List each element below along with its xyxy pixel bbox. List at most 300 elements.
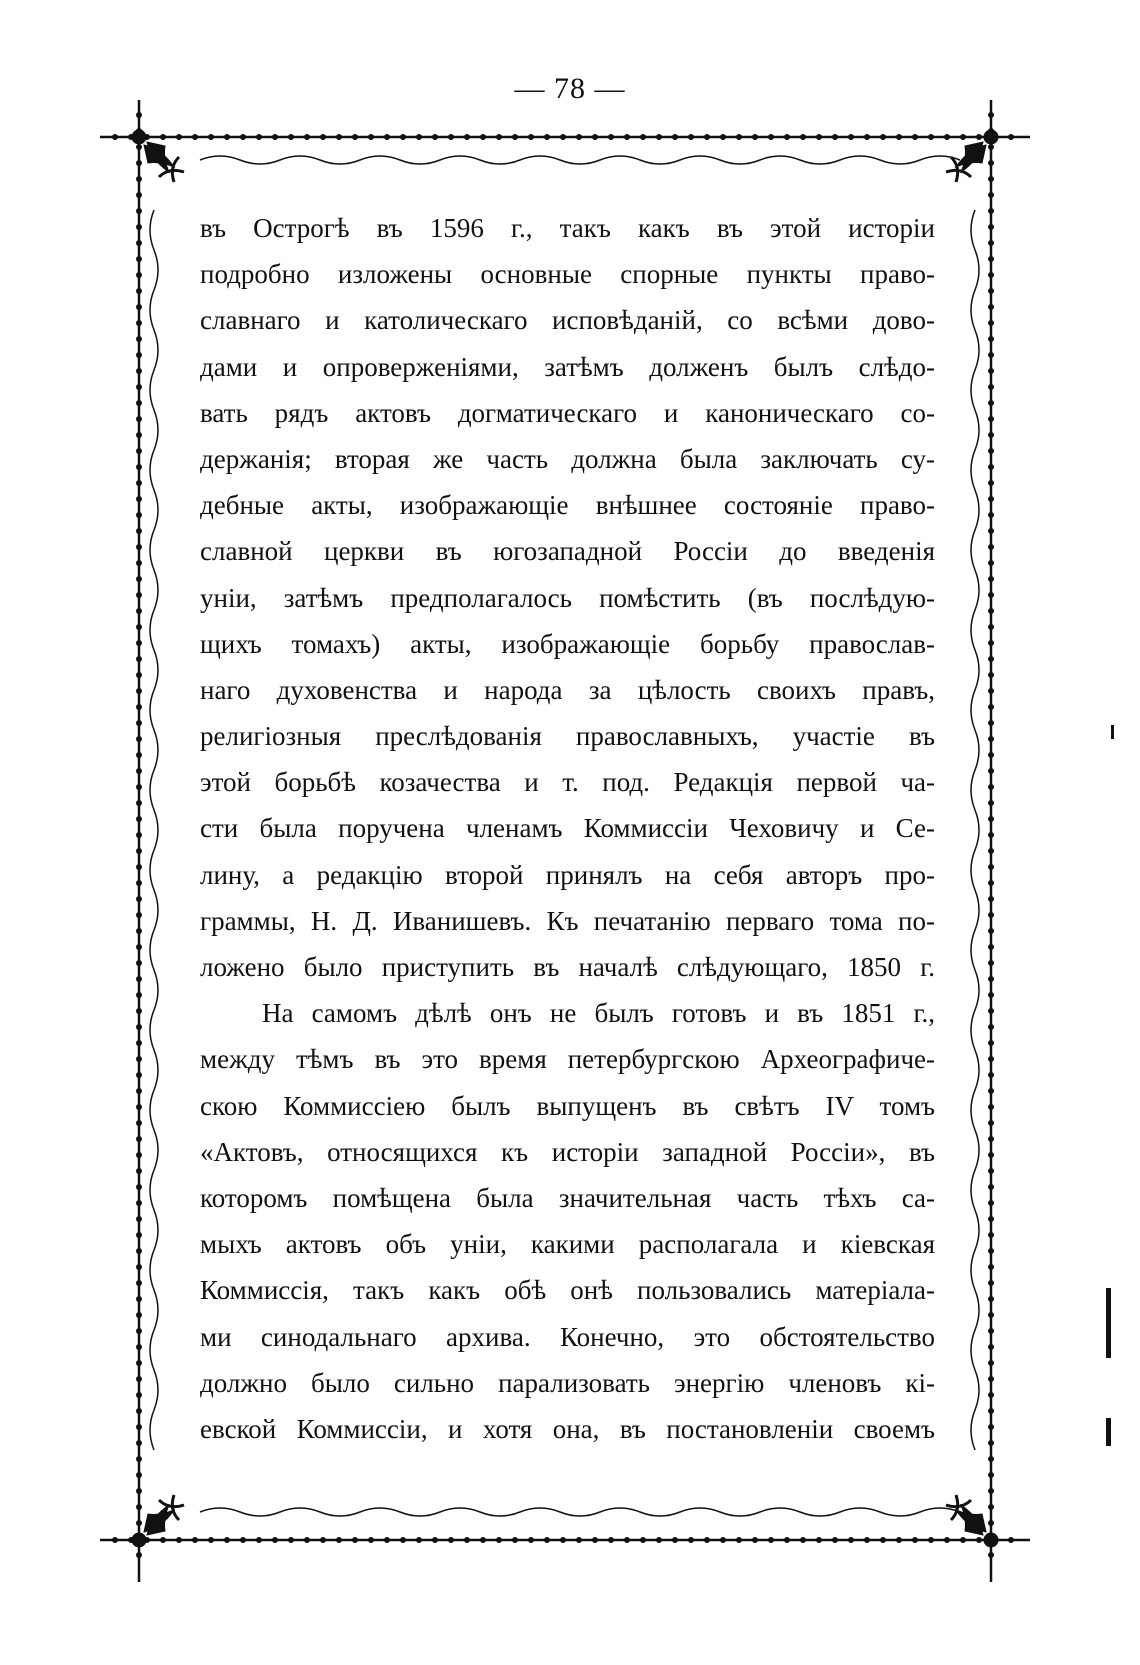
text-line: евской Коммиссіи, и хотя она, въ постановленіи своемъ [200, 1413, 935, 1444]
frame-dot [988, 912, 994, 918]
frame-dot [136, 256, 142, 262]
frame-dot [464, 1537, 470, 1543]
frame-dot [304, 134, 310, 140]
frame-dot [988, 544, 994, 550]
frame-dot [988, 704, 994, 710]
frame-dot [136, 880, 142, 886]
frame-dot [136, 1040, 142, 1046]
frame-dot [136, 1200, 142, 1206]
frame-dot [988, 240, 994, 246]
frame-dot [368, 1537, 374, 1543]
frame-dot [988, 928, 994, 934]
frame-dot [1008, 134, 1014, 140]
frame-dot [136, 944, 142, 950]
frame-dot [136, 1408, 142, 1414]
frame-dot [864, 134, 870, 140]
text-line: уніи, затѣмъ предполагалось помѣстить (въ послѣдую- [200, 582, 935, 613]
frame-dot [224, 134, 230, 140]
frame-dot [136, 688, 142, 694]
frame-dot [136, 752, 142, 758]
frame-dot [848, 134, 854, 140]
frame-dot [160, 134, 166, 140]
frame-dot [988, 1456, 994, 1462]
frame-dot [136, 1168, 142, 1174]
frame-dot [208, 134, 214, 140]
frame-dot [240, 1537, 246, 1543]
frame-dot [988, 1200, 994, 1206]
frame-dot [896, 1537, 902, 1543]
frame-dot [768, 134, 774, 140]
frame-dot [988, 320, 994, 326]
text-line: славнаго и католическаго исповѣданій, со всѣми дово- [200, 305, 935, 336]
frame-dot [988, 784, 994, 790]
frame-dot [136, 576, 142, 582]
frame-dot [136, 1216, 142, 1222]
frame-dot [136, 1328, 142, 1334]
frame-dot [136, 464, 142, 470]
frame-dot [544, 134, 550, 140]
frame-dot [496, 134, 502, 140]
frame-dot [988, 832, 994, 838]
frame-dot [576, 1537, 582, 1543]
frame-dot [528, 134, 534, 140]
text-line: дебные акты, изображающіе внѣшнее состояніе право- [200, 490, 935, 521]
frame-dot [988, 464, 994, 470]
frame-dot [136, 208, 142, 214]
frame-dot [988, 272, 994, 278]
frame-dot [136, 800, 142, 806]
frame-dot [136, 224, 142, 230]
frame-dot [816, 1537, 822, 1543]
frame-dot [136, 784, 142, 790]
frame-dot [640, 134, 646, 140]
text-line: На самомъ дѣлѣ онъ не былъ готовъ и въ 1851 г., [262, 998, 935, 1029]
frame-dot [988, 304, 994, 310]
frame-dot [1008, 1537, 1014, 1543]
frame-dot [988, 1344, 994, 1350]
frame-dot [528, 1537, 534, 1543]
frame-dot [672, 134, 678, 140]
frame-dot [176, 1537, 182, 1543]
frame-dot [988, 640, 994, 646]
frame-dot [624, 1537, 630, 1543]
frame-dot [736, 1537, 742, 1543]
text-line: ложено было приступить въ началѣ слѣдующаго, 1850 г. [200, 952, 935, 982]
frame-dot [988, 160, 994, 166]
text-line: граммы, Н. Д. Иванишевъ. Къ печатанію перваго тома по- [200, 905, 935, 936]
frame-dot [928, 134, 934, 140]
frame-dot [988, 512, 994, 518]
frame-dot [988, 1104, 994, 1110]
frame-dot [160, 1537, 166, 1543]
frame-dot [136, 1520, 142, 1526]
frame-dot [136, 1136, 142, 1142]
frame-dot [136, 736, 142, 742]
frame-dot [136, 176, 142, 182]
frame-dot [960, 134, 966, 140]
frame-dot [988, 480, 994, 486]
frame-dot [720, 134, 726, 140]
frame-dot [988, 224, 994, 230]
frame-dot [136, 1264, 142, 1270]
frame-dot [608, 1537, 614, 1543]
frame-dot [752, 1537, 758, 1543]
frame-dot [136, 416, 142, 422]
frame-dot [136, 1280, 142, 1286]
frame-dot [136, 656, 142, 662]
frame-dot [136, 1440, 142, 1446]
frame-dot [136, 1360, 142, 1366]
frame-dot [112, 134, 118, 140]
frame-dot [880, 1537, 886, 1543]
frame-dot [136, 496, 142, 502]
frame-dot [480, 134, 486, 140]
frame-dot [988, 1184, 994, 1190]
text-line: щихъ томахъ) акты, изображающіе борьбу православ- [200, 628, 935, 659]
frame-dot [352, 134, 358, 140]
text-line: этой борьбѣ козачества и т. под. Редакція первой ча- [200, 767, 935, 798]
text-line: вать рядъ актовъ догматическаго и каноническаго со- [200, 397, 935, 428]
frame-dot [988, 1376, 994, 1382]
frame-dot [136, 624, 142, 630]
frame-dot [688, 1537, 694, 1543]
text-line: дами и опроверженіями, затѣмъ долженъ былъ слѣдо- [200, 351, 935, 382]
frame-dot [988, 864, 994, 870]
frame-dot [136, 768, 142, 774]
frame-dot [988, 800, 994, 806]
frame-dot [496, 1537, 502, 1543]
frame-dot [288, 134, 294, 140]
frame-dot [136, 1184, 142, 1190]
text-line: мыхъ актовъ объ уніи, какими располагала и кіевская [200, 1229, 935, 1260]
frame-dot [988, 1088, 994, 1094]
text-line: скою Коммиссіею былъ выпущенъ въ свѣтъ IV томъ [200, 1090, 935, 1121]
frame-dot [988, 976, 994, 982]
frame-dot [988, 1120, 994, 1126]
frame-dot [988, 256, 994, 262]
frame-dot [136, 512, 142, 518]
frame-dot [988, 368, 994, 374]
frame-dot [988, 112, 994, 118]
frame-dot [704, 1537, 710, 1543]
frame-dot [988, 1232, 994, 1238]
frame-dot [988, 1504, 994, 1510]
frame-dot [136, 272, 142, 278]
frame-dot [988, 576, 994, 582]
frame-dot [944, 134, 950, 140]
frame-dot [784, 1537, 790, 1543]
frame-dot [988, 288, 994, 294]
frame-dot [592, 1537, 598, 1543]
frame-dot [136, 1344, 142, 1350]
frame-dot [192, 1537, 198, 1543]
page-number: — 78 — [514, 72, 626, 105]
frame-dot [136, 1504, 142, 1510]
frame-dot [136, 1248, 142, 1254]
frame-dot [512, 1537, 518, 1543]
frame-dot [988, 1440, 994, 1446]
frame-dot [136, 832, 142, 838]
frame-dot [416, 134, 422, 140]
frame-dot [988, 1472, 994, 1478]
frame-dot [832, 1537, 838, 1543]
frame-dot [136, 864, 142, 870]
frame-dot [136, 1376, 142, 1382]
frame-dot [400, 134, 406, 140]
frame-dot [192, 134, 198, 140]
frame-dot [988, 688, 994, 694]
frame-dot [136, 1088, 142, 1094]
frame-dot [136, 704, 142, 710]
frame-dot [352, 1537, 358, 1543]
frame-dot [976, 134, 982, 140]
frame-dot [988, 144, 994, 150]
frame-dot [560, 1537, 566, 1543]
frame-dot [988, 896, 994, 902]
text-line: подробно изложены основные спорные пункты право- [200, 259, 935, 290]
frame-dot [988, 1408, 994, 1414]
frame-dot [656, 134, 662, 140]
text-line: между тѣмъ въ это время петербургскою Археографиче- [200, 1044, 935, 1075]
frame-dot [448, 134, 454, 140]
frame-dot [136, 400, 142, 406]
frame-dot [136, 112, 142, 118]
frame-dot [136, 1024, 142, 1030]
frame-dot [416, 1537, 422, 1543]
frame-dot [136, 1472, 142, 1478]
frame-dot [448, 1537, 454, 1543]
frame-dot [988, 1216, 994, 1222]
frame-dot [988, 192, 994, 198]
frame-dot [136, 144, 142, 150]
frame-dot [136, 928, 142, 934]
frame-dot [800, 1537, 806, 1543]
frame-dot [988, 1312, 994, 1318]
frame-dot [272, 134, 278, 140]
frame-dot [704, 134, 710, 140]
frame-dot [768, 1537, 774, 1543]
frame-dot [136, 592, 142, 598]
frame-dot [432, 1537, 438, 1543]
frame-dot [988, 1056, 994, 1062]
frame-dot [136, 1152, 142, 1158]
frame-dot [736, 134, 742, 140]
frame-dot [988, 176, 994, 182]
frame-dot [988, 1248, 994, 1254]
frame-dot [864, 1537, 870, 1543]
frame-dot [988, 416, 994, 422]
frame-dot [988, 1280, 994, 1286]
text-line: держанія; вторая же часть должна была заключать су- [200, 443, 935, 474]
text-line: которомъ помѣщена была значительная часть тѣхъ са- [200, 1182, 935, 1213]
frame-dot [136, 992, 142, 998]
frame-dot [136, 640, 142, 646]
frame-dot [320, 134, 326, 140]
frame-dot [988, 1328, 994, 1334]
frame-dot [988, 608, 994, 614]
frame-dot [136, 160, 142, 166]
frame-dot [136, 1392, 142, 1398]
frame-dot [136, 1456, 142, 1462]
text-line: славной церкви въ югозападной Россіи до введенія [200, 536, 935, 567]
frame-dot [136, 672, 142, 678]
frame-dot [988, 1024, 994, 1030]
frame-dot [208, 1537, 214, 1543]
frame-dot [304, 1537, 310, 1543]
frame-dot [988, 384, 994, 390]
frame-dot [988, 992, 994, 998]
frame-dot [464, 134, 470, 140]
frame-dot [592, 134, 598, 140]
frame-dot [988, 1520, 994, 1526]
frame-dot [136, 1552, 142, 1558]
frame-dot [136, 528, 142, 534]
frame-dot [136, 1296, 142, 1302]
frame-dot [624, 134, 630, 140]
frame-dot [136, 1424, 142, 1430]
frame-dot [896, 134, 902, 140]
frame-dot [136, 1488, 142, 1494]
text-line: «Актовъ, относящихся къ исторіи западной Россіи», въ [200, 1136, 935, 1167]
frame-dot [988, 960, 994, 966]
frame-dot [988, 672, 994, 678]
frame-dot [912, 134, 918, 140]
frame-dot [988, 496, 994, 502]
frame-dot [336, 134, 342, 140]
frame-dot [136, 288, 142, 294]
frame-dot [136, 720, 142, 726]
frame-dot [560, 134, 566, 140]
frame-dot [988, 1424, 994, 1430]
frame-dot [960, 1537, 966, 1543]
frame-dot [656, 1537, 662, 1543]
frame-dot [544, 1537, 550, 1543]
frame-dot [136, 1008, 142, 1014]
frame-dot [136, 352, 142, 358]
frame-dot [136, 560, 142, 566]
frame-dot [988, 1168, 994, 1174]
frame-dot [988, 1392, 994, 1398]
frame-dot [832, 134, 838, 140]
frame-dot [136, 1120, 142, 1126]
text-line: лину, а редакцію второй принялъ на себя авторъ про- [200, 859, 935, 890]
frame-dot [988, 1264, 994, 1270]
text-line: въ Острогѣ въ 1596 г., такъ какъ въ этой исторіи [200, 213, 935, 243]
frame-dot [384, 134, 390, 140]
margin-mark [1111, 725, 1114, 739]
frame-dot [988, 208, 994, 214]
frame-dot [640, 1537, 646, 1543]
margin-mark [1106, 1288, 1111, 1358]
frame-dot [988, 656, 994, 662]
frame-dot [136, 368, 142, 374]
frame-dot [320, 1537, 326, 1543]
frame-dot [480, 1537, 486, 1543]
frame-dot [136, 336, 142, 342]
frame-dot [272, 1537, 278, 1543]
frame-dot [848, 1537, 854, 1543]
frame-dot [136, 320, 142, 326]
frame-dot [988, 1040, 994, 1046]
frame-dot [576, 134, 582, 140]
frame-dot [988, 1072, 994, 1078]
frame-dot [720, 1537, 726, 1543]
frame-dot [672, 1537, 678, 1543]
frame-dot [288, 1537, 294, 1543]
frame-dot [988, 720, 994, 726]
frame-dot [988, 352, 994, 358]
frame-dot [136, 960, 142, 966]
frame-dot [976, 1537, 982, 1543]
text-line: сти была поручена членамъ Коммиссіи Чеховичу и Се- [200, 813, 935, 844]
frame-dot [136, 848, 142, 854]
frame-dot [136, 896, 142, 902]
frame-dot [384, 1537, 390, 1543]
frame-dot [988, 944, 994, 950]
text-line: должно было сильно парализовать энергію членовъ кі- [200, 1367, 935, 1398]
frame-dot [928, 1537, 934, 1543]
frame-dot [988, 432, 994, 438]
frame-dot [800, 134, 806, 140]
frame-dot [224, 1537, 230, 1543]
frame-dot [136, 480, 142, 486]
frame-dot [988, 752, 994, 758]
frame-dot [988, 336, 994, 342]
frame-dot [512, 134, 518, 140]
frame-dot [136, 1072, 142, 1078]
text-line: Коммиссія, такъ какъ обѣ онѣ пользовались матеріала- [200, 1275, 935, 1306]
frame-dot [136, 448, 142, 454]
frame-dot [784, 134, 790, 140]
frame-dot [136, 304, 142, 310]
frame-dot [988, 880, 994, 886]
text-line: религіозныя преслѣдованія православныхъ, участіе въ [200, 721, 935, 752]
frame-dot [988, 400, 994, 406]
frame-dot [688, 134, 694, 140]
frame-dot [988, 624, 994, 630]
frame-dot [136, 976, 142, 982]
frame-dot [112, 1537, 118, 1543]
frame-dot [880, 134, 886, 140]
frame-dot [176, 134, 182, 140]
frame-dot [136, 912, 142, 918]
frame-dot [988, 816, 994, 822]
frame-dot [136, 1312, 142, 1318]
frame-dot [988, 1152, 994, 1158]
frame-dot [136, 240, 142, 246]
frame-dot [988, 592, 994, 598]
frame-dot [988, 1296, 994, 1302]
frame-dot [988, 528, 994, 534]
frame-dot [988, 768, 994, 774]
frame-dot [988, 560, 994, 566]
frame-dot [988, 1552, 994, 1558]
text-line: наго духовенства и народа за цѣлость своихъ правъ, [200, 674, 935, 705]
frame-dot [816, 134, 822, 140]
frame-dot [912, 1537, 918, 1543]
frame-dot [256, 134, 262, 140]
frame-dot [988, 1360, 994, 1366]
frame-dot [608, 134, 614, 140]
frame-dot [988, 1136, 994, 1142]
frame-dot [336, 1537, 342, 1543]
frame-dot [136, 544, 142, 550]
frame-dot [752, 134, 758, 140]
margin-mark [1106, 1418, 1111, 1446]
frame-dot [136, 192, 142, 198]
frame-dot [432, 134, 438, 140]
frame-dot [136, 1104, 142, 1110]
